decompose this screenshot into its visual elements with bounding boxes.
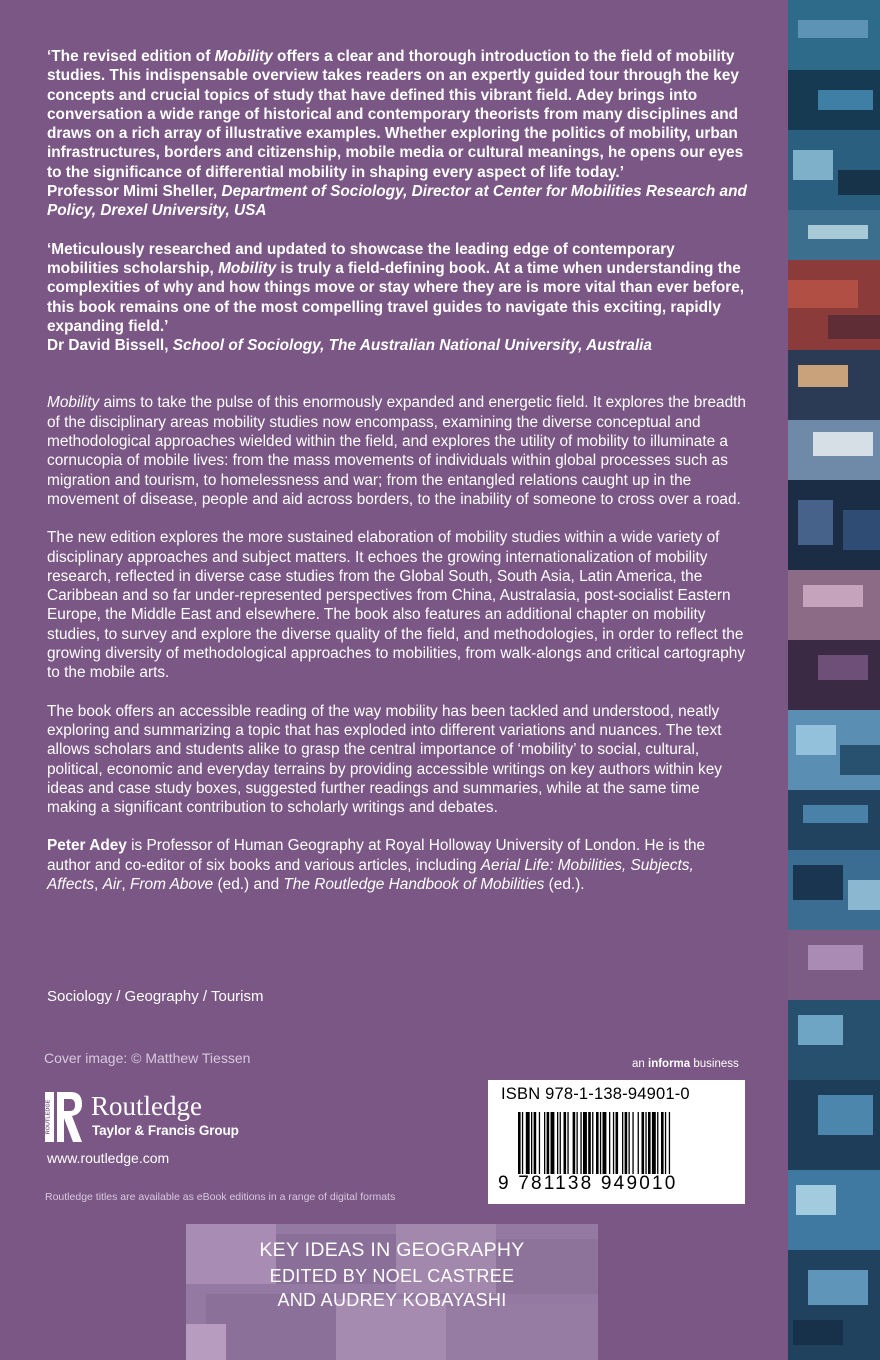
description-paragraph: The new edition explores the more sustained elaboration of mobility studies within a wide variety of disciplinary approaches and subject matters. It echoes the growing internationalization of mobility research, reflected in diverse case studies from the Global South, South Asia, Latin America, the Caribbean and so far under-represented perspectives from China, Australasia, post-socialist Eastern Europe, the Middle East and elsewhere. The book also features an additional chapter on mobility studies, to survey and explore the diverse quality of the field, and methodologies, in order to reflect the growing diversity of methodological approaches to mobilities, from walk-alongs and critical cartography to the mobile arts. bbox=[47, 529, 746, 682]
routledge-r-icon bbox=[45, 1090, 83, 1144]
barcode-bar bbox=[588, 1112, 591, 1174]
barcode-bar bbox=[567, 1112, 568, 1174]
barcode-bar bbox=[661, 1112, 664, 1174]
barcode-bar bbox=[665, 1112, 666, 1174]
isbn-label: ISBN 978-1-138-94901-0 bbox=[501, 1085, 690, 1103]
barcode-bar bbox=[596, 1112, 599, 1174]
barcode-bar bbox=[573, 1112, 576, 1174]
barcode-bar bbox=[551, 1112, 555, 1174]
barcode-bar bbox=[600, 1112, 601, 1174]
barcode-bar bbox=[592, 1112, 593, 1174]
publisher-group: Taylor & Francis Group bbox=[92, 1123, 239, 1138]
description-paragraph: Mobility aims to take the pulse of this enormously expanded and energetic field. It explores the breadth of the disciplinary areas mobility studies now encompass, examining the diverse conceptual and methodological approaches wielded within the field, and explores the utility of mobility to illuminate a cornucopia of mobile lives: from the mass movements of individuals within global processes such as migration and tourism, to homelessness and war; from the entangled relations caught up in the movement of disease, people and aid across borders, to the inability of someone to cross over a road. bbox=[47, 394, 746, 508]
quote-attribution: Dr David Bissell, School of Sociology, The Australian National University, Australia bbox=[47, 337, 652, 355]
series-editors-line2: AND AUDREY KOBAYASHI bbox=[277, 1290, 507, 1310]
publisher-website[interactable]: www.routledge.com bbox=[47, 1150, 170, 1166]
barcode-bar bbox=[518, 1112, 521, 1174]
quote-text: ‘The revised edition of Mobility offers a clear and thorough introduction to the field of mobility studies. This indispensable overview takes readers on an expertly guided tour through the key concepts and crucial topics of study that have defined this vibrant field. Adey brings into conversation a wide range of historical and contemporary theorists from many disciplines and draws on a rich array of illustrative examples. Whether exploring the politics of mobility, urban infrastructures, borders and citizenship, mobile media or cultural meanings, he opens our eyes to the significance of differential mobility in shaping every aspect of life today.’ bbox=[47, 48, 744, 181]
barcode-bar bbox=[625, 1112, 628, 1174]
informa-tagline: an informa business bbox=[632, 1058, 739, 1070]
text-column bbox=[47, 47, 747, 894]
painting-image bbox=[788, 0, 880, 1360]
barcode-bar bbox=[534, 1112, 537, 1174]
barcode-bar bbox=[531, 1112, 532, 1174]
barcode-bar bbox=[526, 1112, 530, 1174]
series-banner bbox=[186, 1224, 598, 1360]
cover-art-strip bbox=[788, 0, 880, 1360]
barcode-bar bbox=[609, 1112, 610, 1174]
isbn-barcode bbox=[488, 1080, 745, 1204]
routledge-logo bbox=[45, 1090, 285, 1146]
ebook-note: Routledge titles are available as eBook editions in a range of digital formats bbox=[45, 1191, 396, 1203]
quote-text: ‘Meticulously researched and updated to showcase the leading edge of contemporary mobilities scholarship, Mobility is truly a field-defining book. At a time when understanding the complexities of why and how things move or stay where they are is more vital than ever before, this book remains one of the most compelling travel guides to navigate this exciting, rapidly expanding field.’ bbox=[47, 240, 745, 335]
barcode-bar bbox=[657, 1112, 658, 1174]
barcode-bar bbox=[616, 1112, 619, 1174]
barcode-bar bbox=[632, 1112, 633, 1174]
barcode-bar bbox=[544, 1112, 545, 1174]
svg-text:ROUTLEDGE: ROUTLEDGE bbox=[45, 1099, 52, 1135]
series-editors-line1: EDITED BY NOEL CASTREE bbox=[269, 1266, 515, 1286]
quote-attribution: Professor Mimi Sheller, Department of Sociology, Director at Center for Mobilities Research and Policy, Drexel University, USA bbox=[47, 183, 747, 220]
barcode-bar bbox=[557, 1112, 558, 1174]
series-name: KEY IDEAS IN GEOGRAPHY bbox=[259, 1239, 525, 1261]
series-title bbox=[186, 1238, 598, 1312]
author-bio: Peter Adey is Professor of Human Geography at Royal Holloway University of London. He is the author and co-editor of six books and various articles, including Aerial Life: Mobilities, Subjects, Affects, Air, From Above (ed.) and The Routledge Handbook of Mobilities (ed.). bbox=[47, 837, 706, 893]
barcode-bar bbox=[622, 1112, 623, 1174]
barcode-bar bbox=[613, 1112, 614, 1174]
barcode-bar bbox=[580, 1112, 581, 1174]
barcode-bar bbox=[564, 1112, 567, 1174]
barcode-bar bbox=[583, 1112, 587, 1174]
barcode-bar bbox=[547, 1112, 550, 1174]
barcode-bar bbox=[603, 1112, 607, 1174]
barcode-bar bbox=[652, 1112, 656, 1174]
barcode-bar bbox=[539, 1112, 540, 1174]
cover-credit: Cover image: © Matthew Tiessen bbox=[44, 1050, 251, 1066]
quote-block bbox=[47, 47, 747, 221]
barcode-icon bbox=[518, 1112, 728, 1174]
barcode-bar bbox=[522, 1112, 523, 1174]
barcode-bar bbox=[629, 1112, 630, 1174]
publisher-name: Routledge bbox=[91, 1091, 202, 1121]
barcode-bar bbox=[648, 1112, 651, 1174]
description-paragraph: The book offers an accessible reading of the way mobility has been tackled and understood, neatly exploring and summarizing a topic that has exploded into different variations and nuances. The text allows scholars and students alike to grasp the central importance of ‘mobility’ to social, cultural, political, economic and everyday terrains by providing accessible writings on key authors within key ideas and case study boxes, suggested further readings and summaries, while at the same time making a significant contribution to scholarly writings and debates. bbox=[47, 702, 722, 817]
barcode-bar bbox=[645, 1112, 646, 1174]
barcode-bar bbox=[642, 1112, 645, 1174]
barcode-bar bbox=[638, 1112, 639, 1174]
barcode-bar bbox=[560, 1112, 561, 1174]
barcode-number: 9 781138 949010 bbox=[498, 1173, 678, 1194]
barcode-bar bbox=[577, 1112, 578, 1174]
barcode-bar bbox=[669, 1112, 670, 1174]
subject-categories: Sociology / Geography / Tourism bbox=[47, 988, 264, 1005]
quote-block bbox=[47, 240, 747, 356]
